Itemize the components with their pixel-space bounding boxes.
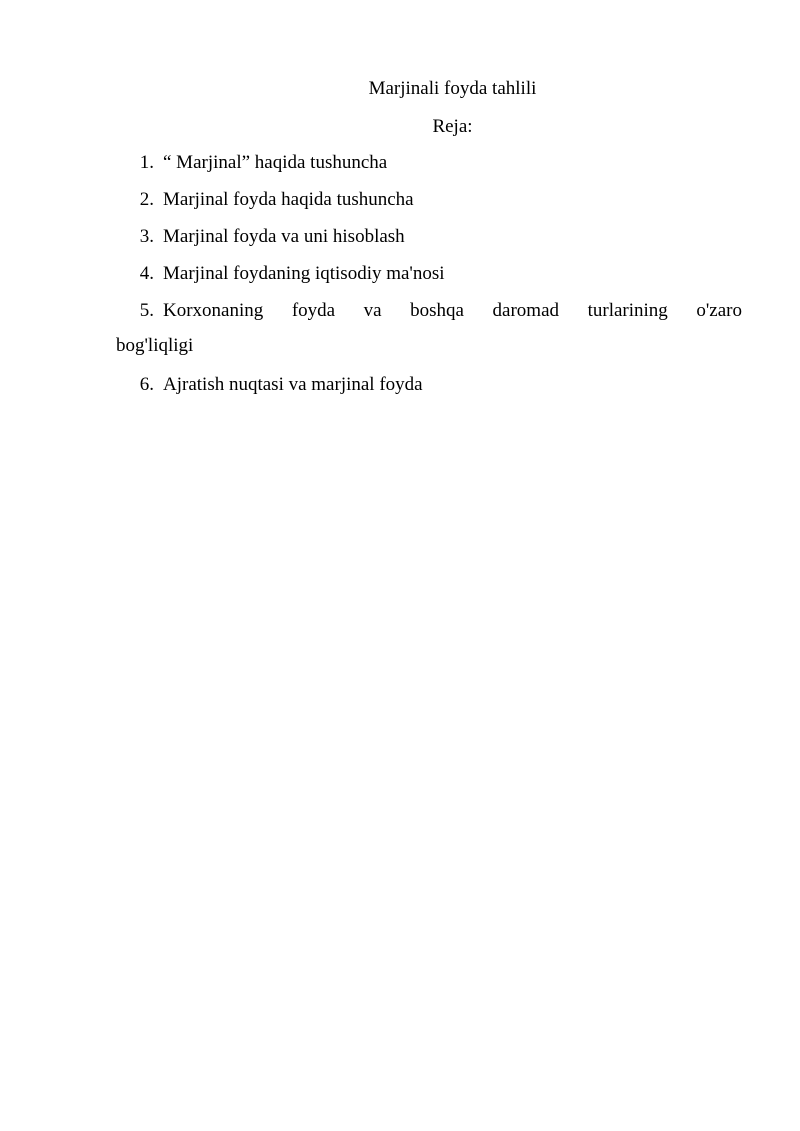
list-item-text: Marjinal foyda va uni hisoblash <box>163 226 405 247</box>
list-item-text: Ajratish nuqtasi va marjinal foyda <box>163 374 423 395</box>
word: daromad <box>492 300 560 321</box>
list-item-text: Marjinal foyda haqida tushuncha <box>163 189 414 210</box>
list-item-text: Marjinal foydaning iqtisodiy ma'nosi <box>163 263 445 284</box>
list-item-text: “ Marjinal” haqida tushuncha <box>163 152 388 173</box>
list-item <box>0 224 800 250</box>
list-item <box>0 187 800 213</box>
document-subtitle: Reja: <box>432 116 473 137</box>
word: Korxonaning <box>163 300 264 321</box>
list-item-number: 4. <box>139 263 154 284</box>
list-item-number: 6. <box>139 374 154 395</box>
document-title: Marjinali foyda tahlili <box>368 78 537 99</box>
list-item <box>0 298 800 361</box>
list-item-number: 5. <box>139 300 154 321</box>
list-item <box>0 372 800 398</box>
list-item <box>0 150 800 176</box>
list-item-text-justified <box>163 298 742 324</box>
list-item-number: 3. <box>139 226 154 247</box>
word: turlarining <box>587 300 668 321</box>
word: boshqa <box>410 300 464 321</box>
word: o'zaro <box>696 300 742 321</box>
list-item-continuation: bog'liqligi <box>116 335 194 356</box>
list-item-number: 2. <box>139 189 154 210</box>
word: foyda <box>291 300 336 321</box>
list-item <box>0 261 800 287</box>
plan-list <box>0 150 800 409</box>
word: va <box>363 300 382 321</box>
list-item-number: 1. <box>139 152 154 173</box>
